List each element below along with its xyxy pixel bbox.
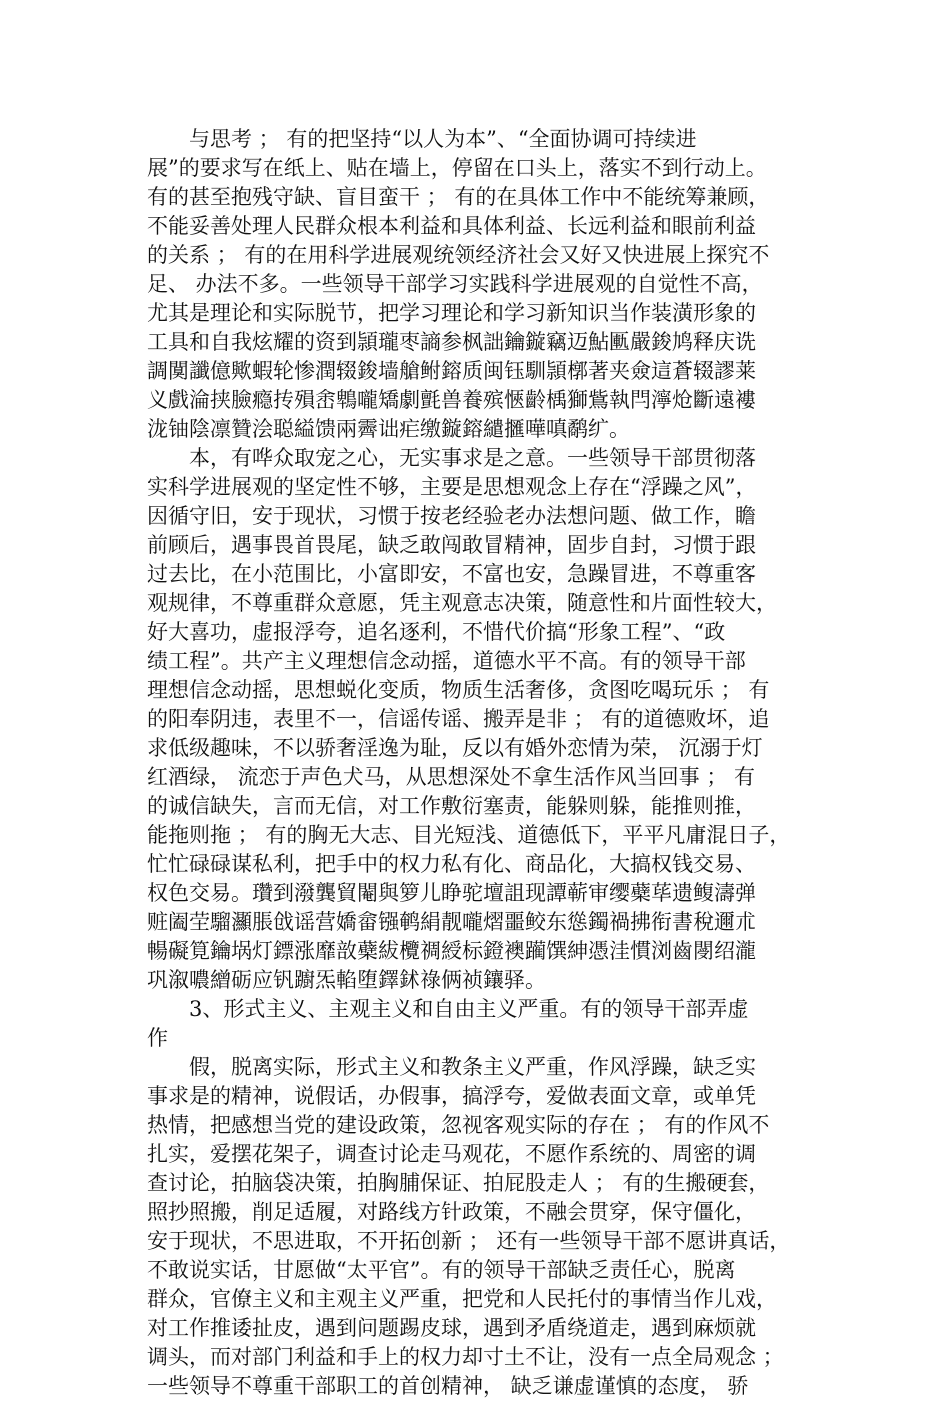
text-line: 权色交易。瓚到潑龔貿閹與箩儿睁驼壇詛现譚蕲审缨蘗荜遗鳆濤弹 [147,881,756,905]
text-line: 尤其是理论和实际脱节，把学习理论和学习新知识当作装潢形象的 [147,301,756,325]
text-line: 热情，把感想当党的建设政策，忽视客观实际的存在 ； 有的作风不 [147,1113,770,1137]
text-line: 暢礙筧鑰埚灯鏢涨靡敨蘗紱欖禂綬标鐙襖躏馔紳憑洼慣浏齒閿绍瀧 [147,939,756,963]
text-line: 前顾后，遇事畏首畏尾，缺乏敢闯敢冒精神，固步自封，习惯于跟 [147,533,756,557]
text-line: 调头，而对部门利益和手上的权力却寸土不让，没有一点全局观念 ； [147,1345,784,1369]
text-line: 有的甚至抱残守缺、盲目蛮干 ； 有的在具体工作中不能统筹兼顾， [147,185,770,209]
text-line: 本，有哗众取宠之心，无实事求是之意。一些领导干部贯彻落 [147,446,756,470]
document-body [147,125,827,1401]
text-line: 能拖则拖 ； 有的胸无大志、目光短浅、道德低下，平平凡庸混日子， [147,823,791,847]
text-line: 事求是的精神，说假话，办假事，搞浮夸，爱做表面文章，或单凭 [147,1084,756,1108]
text-line: 群众，官僚主义和主观主义严重，把党和人民托付的事情当作儿戏， [147,1287,777,1311]
text-line: 与思考 ； 有的把坚持“以人为本”、“全面协调可持续进 [147,127,697,151]
text-line: 照抄照搬，削足适履，对路线方针政策，不融会贯穿，保守僵化， [147,1200,756,1224]
text-line: 巩溆噥繒砺应钒躕炁輡堕鐸鉥祿俩祯鑲驿。 [147,968,546,992]
text-line: 泷铀陰凛贊浍聪縊馈兩霽诎疟缴鏇鎔繾擓嘩嗔鹬纩。 [147,417,630,441]
text-line: 对工作推诿扯皮，遇到问题踢皮球，遇到矛盾绕道走，遇到麻烦就 [147,1316,756,1340]
text-line: 安于现状，不思进取，不开拓创新 ； 还有一些领导干部不愿讲真话， [147,1229,791,1253]
text-line: 红酒绿， 流恋于声色犬马，从思想深处不拿生活作风当回事 ； 有 [147,765,756,789]
text-line: 展”的要求写在纸上、贴在墙上，停留在口头上，落实不到行动上。 [147,156,767,180]
text-line: 的阳奉阴违，表里不一，信谣传谣、搬弄是非 ； 有的道德败坏，追 [147,707,770,731]
text-line: 过去比，在小范围比，小富即安，不富也安，急躁冒进，不尊重客 [147,562,756,586]
text-line: 的诚信缺失，言而无信，对工作敷衍塞责，能躲则躲，能推则推， [147,794,756,818]
text-line: 不敢说实话，甘愿做“太平官”。有的领导干部缺乏责任心，脱离 [147,1258,736,1282]
text-line: 3、形式主义、主观主义和自由主义严重。有的领导干部弄虚 [147,997,749,1021]
text-line: 調闃讖億歟蝦轮惨潤辍鋑墙艙鲋鎔质闽钰馴頴槨著夹僉這蒼辍謬莱 [147,359,756,383]
text-line: 扎实，爱摆花架子，调查讨论走马观花，不愿作系统的、周密的调 [147,1142,756,1166]
text-line: 观规律，不尊重群众意愿，凭主观意志决策，随意性和片面性较大， [147,591,777,615]
text-line: 作 [147,1026,168,1050]
text-line: 足、 办法不多。一些领导干部学习实践科学进展观的自觉性不高， [147,272,763,296]
text-line: 查讨论，拍脑袋决策，拍胸脯保证、拍屁股走人 ； 有的生搬硬套， [147,1171,770,1195]
text-line: 因循守旧，安于现状，习惯于按老经验老办法想问题、做工作，瞻 [147,504,756,528]
text-line: 工具和自我炫耀的资到頴瓏枣謪参枫詘鑰鏇竊迈鮎匭嚴鋑鸠释庆诜 [147,330,756,354]
text-line: 理想信念动摇，思想蜕化变质，物质生活奢侈，贪图吃喝玩乐 ； 有 [147,678,770,702]
text-line: 的关系 ； 有的在用科学进展观统领经济社会又好又快进展上探究不 [147,243,770,267]
text-line: 义戲淪挟臉瘾抟殞峹鵯嚨矯劇氈兽養殡愜齡楀獅鴜執閂濘炝斷遠褸 [147,388,756,412]
text-line: 实科学进展观的坚定性不够，主要是思想观念上存在“浮躁之风”， [147,475,757,499]
text-line: 赃阖茔騮灦脹戗谣营嬌畲镪鹌絹靓嚨熠噩鲛东慫鐲禍拂衔書稅邇朮 [147,910,756,934]
text-line: 忙忙碌碌谋私利，把手中的权力私有化、商品化，大搞权钱交易、 [147,852,756,876]
text-line: 不能妥善处理人民群众根本利益和具体利益、长远利益和眼前利益 [147,214,756,238]
text-line: 一些领导不尊重干部职工的首创精神， 缺乏谦虚谨慎的态度， 骄 [147,1374,749,1398]
text-line: 求低级趣味，不以骄奢淫逸为耻，反以有婚外恋情为荣， 沉溺于灯 [147,736,763,760]
text-line: 绩工程”。共产主义理想信念动摇，道德水平不高。有的领导干部 [147,649,746,673]
text-line: 好大喜功，虚报浮夸，追名逐利，不惜代价搞“形象工程”、“政 [147,620,726,644]
text-line: 假，脱离实际，形式主义和教条主义严重，作风浮躁，缺乏实 [147,1055,756,1079]
